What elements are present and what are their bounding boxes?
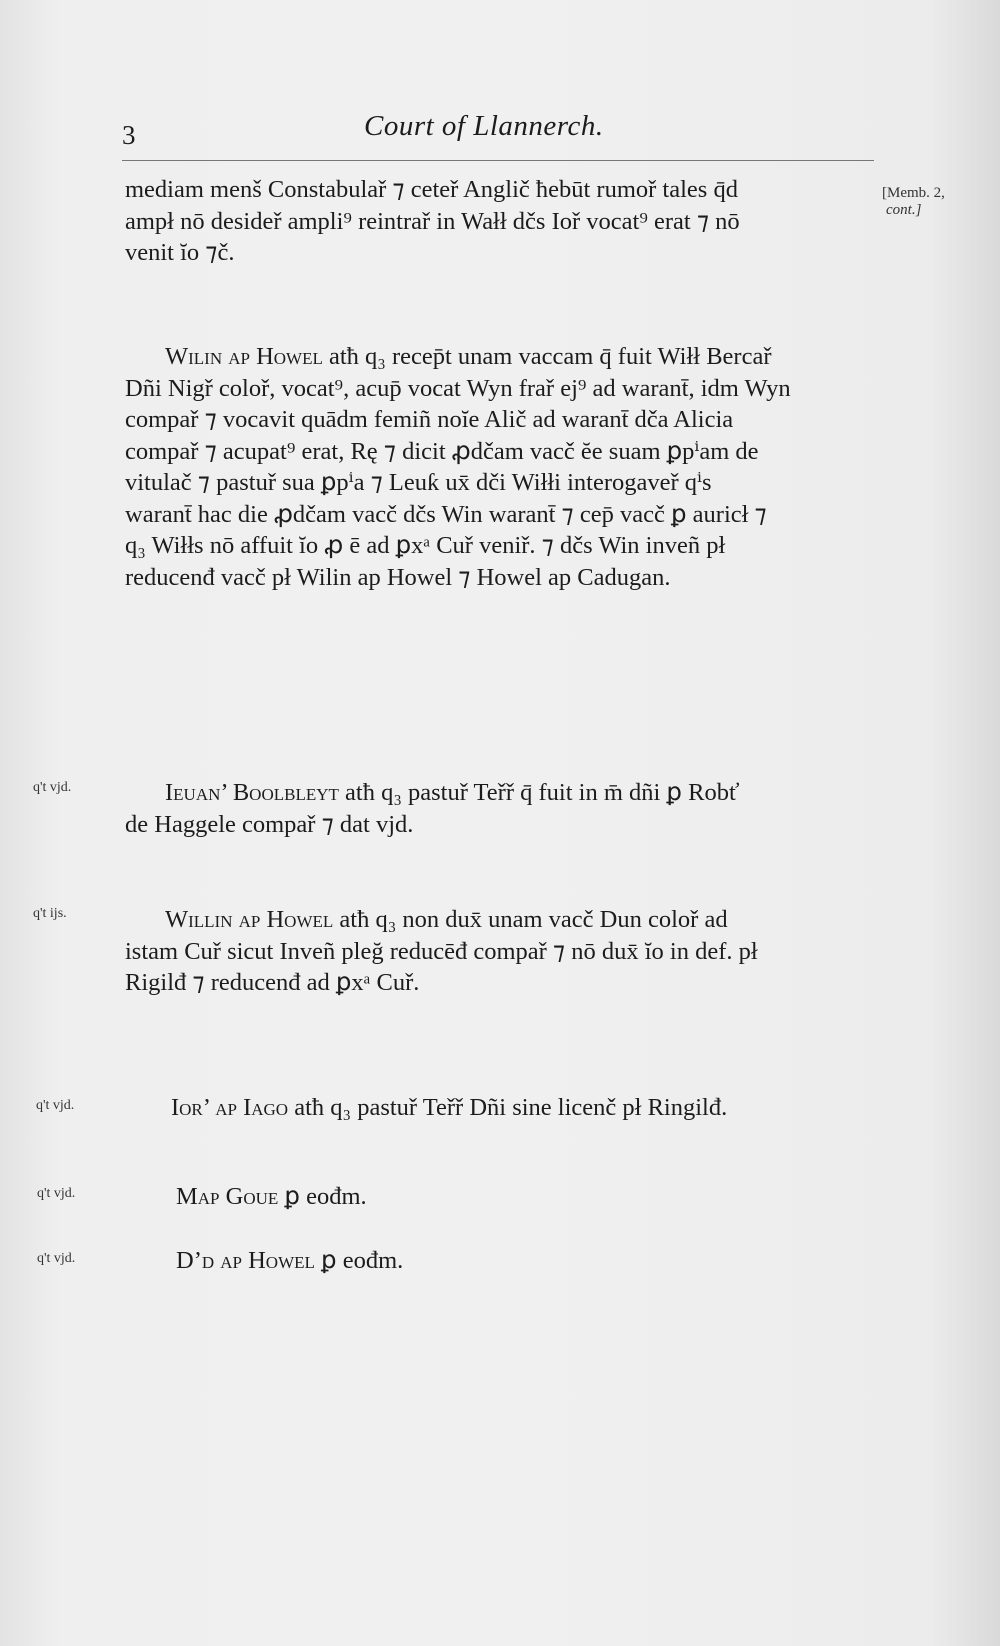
entry-willin-ap-howel — [125, 904, 885, 999]
text-line: venit ĭo ⁊č. — [125, 239, 235, 266]
margin-fine-note: q't vjd. — [37, 1186, 76, 1201]
text-line: de Haggele compař ⁊ dat vjd. — [125, 810, 414, 838]
text-line: ampł nō desideř ampli⁹ reintrař in Wałł dčs Ioř vocat⁹ erat ⁊ nō — [125, 207, 740, 235]
person-name: Willin ap Howel — [165, 906, 334, 933]
text-line: Dñi Nigř coloř, vocat⁹, acup̄ vocat Wyn frař ej⁹ ad warant̄, idm Wyn — [125, 374, 791, 402]
text-line: compař ⁊ acupat⁹ erat, Rę ⁊ dicit ꝓdčam vacč ĕe suam ꝑpⁱam de — [125, 437, 759, 465]
text-run: atħ q₃ pastuř Teřř q̄ fuit in m̄ dñi ꝑ Robť — [338, 779, 740, 806]
page-number: 3 — [122, 120, 136, 150]
text-run: ꝑ eođm. — [314, 1247, 404, 1274]
entry-dd-ap-howel — [136, 1245, 896, 1277]
entry-wilin-ap-howel — [125, 341, 885, 593]
text-run: atħ q₃ pastuř Teřř Dñi sine licenč pł Ringilđ. — [288, 1094, 728, 1121]
text-line: istam Cuř sicut Inveñ pleğ reducēđ compař ⁊ nō dux̄ ĭo in def. pł — [125, 937, 758, 965]
margin-fine-note: q't ijs. — [33, 906, 67, 921]
entry-ior-ap-iago — [131, 1092, 891, 1124]
page-header — [122, 108, 877, 158]
margin-fine-note: q't vjd. — [37, 1251, 76, 1266]
text-line: vitulač ⁊ pastuř sua ꝑpⁱa ⁊ Leuƙ ux̄ dči Wiłłi interogaveř qⁱs — [125, 469, 712, 496]
text-line — [131, 1092, 891, 1124]
person-name: Ieuan’ Boolbleyt — [165, 779, 339, 806]
entry-map-goue — [136, 1181, 896, 1213]
text-run: ꝑ eođm. — [278, 1183, 367, 1210]
person-name: Map Goue — [176, 1183, 279, 1210]
text-line — [136, 1181, 896, 1213]
text-run: atħ q₃ non dux̄ unam vacč Dun coloř ad — [333, 906, 728, 933]
text-line — [136, 1245, 896, 1277]
text-line: reducenđ vacč pł Wilin ap Howel ⁊ Howel ap Cadugan. — [125, 563, 671, 591]
membrane-note-line: [Memb. 2, — [882, 185, 945, 201]
entry-continuation — [125, 174, 885, 269]
running-title: Court of Llannerch. — [364, 110, 604, 142]
membrane-note-cont: cont.] — [886, 202, 922, 218]
text-run: atħ q₃ recep̄t unam vaccam q̄ fuit Wiłł Bercař — [322, 343, 772, 370]
header-rule — [122, 160, 874, 161]
text-line: warant̄ hac die ꝓdčam vacč dčs Win warant̄ ⁊ cep̄ vacč ꝑ auricł ⁊ — [125, 500, 767, 528]
person-name: D’d ap Howel — [176, 1247, 315, 1274]
margin-fine-note: q't vjd. — [33, 780, 72, 795]
text-line: compař ⁊ vocavit quādm femiñ noĭe Alič ad warant̄ dča Alicia — [125, 406, 734, 433]
text-line — [125, 777, 885, 809]
text-line: Rigilđ ⁊ reducenđ ad ꝑxᵃ Cuř. — [125, 969, 420, 996]
text-line: mediam menš Constabulař ⁊ ceteř Anglič ħebūt rumoř tales q̄d — [125, 176, 738, 203]
person-name: Wilin ap Howel — [165, 343, 323, 370]
text-line — [125, 341, 885, 373]
text-line: q₃ Wiłłs nō affuit ĭo ꝓ ē ad ꝑxᵃ Cuř veniř. ⁊ dčs Win inveñ pł — [125, 532, 726, 559]
text-line — [125, 904, 885, 936]
person-name: Ior’ ap Iago — [171, 1094, 289, 1121]
entry-ieuan-boolbleyt — [125, 777, 885, 840]
membrane-note — [882, 185, 945, 219]
margin-fine-note: q't vjd. — [36, 1098, 75, 1113]
